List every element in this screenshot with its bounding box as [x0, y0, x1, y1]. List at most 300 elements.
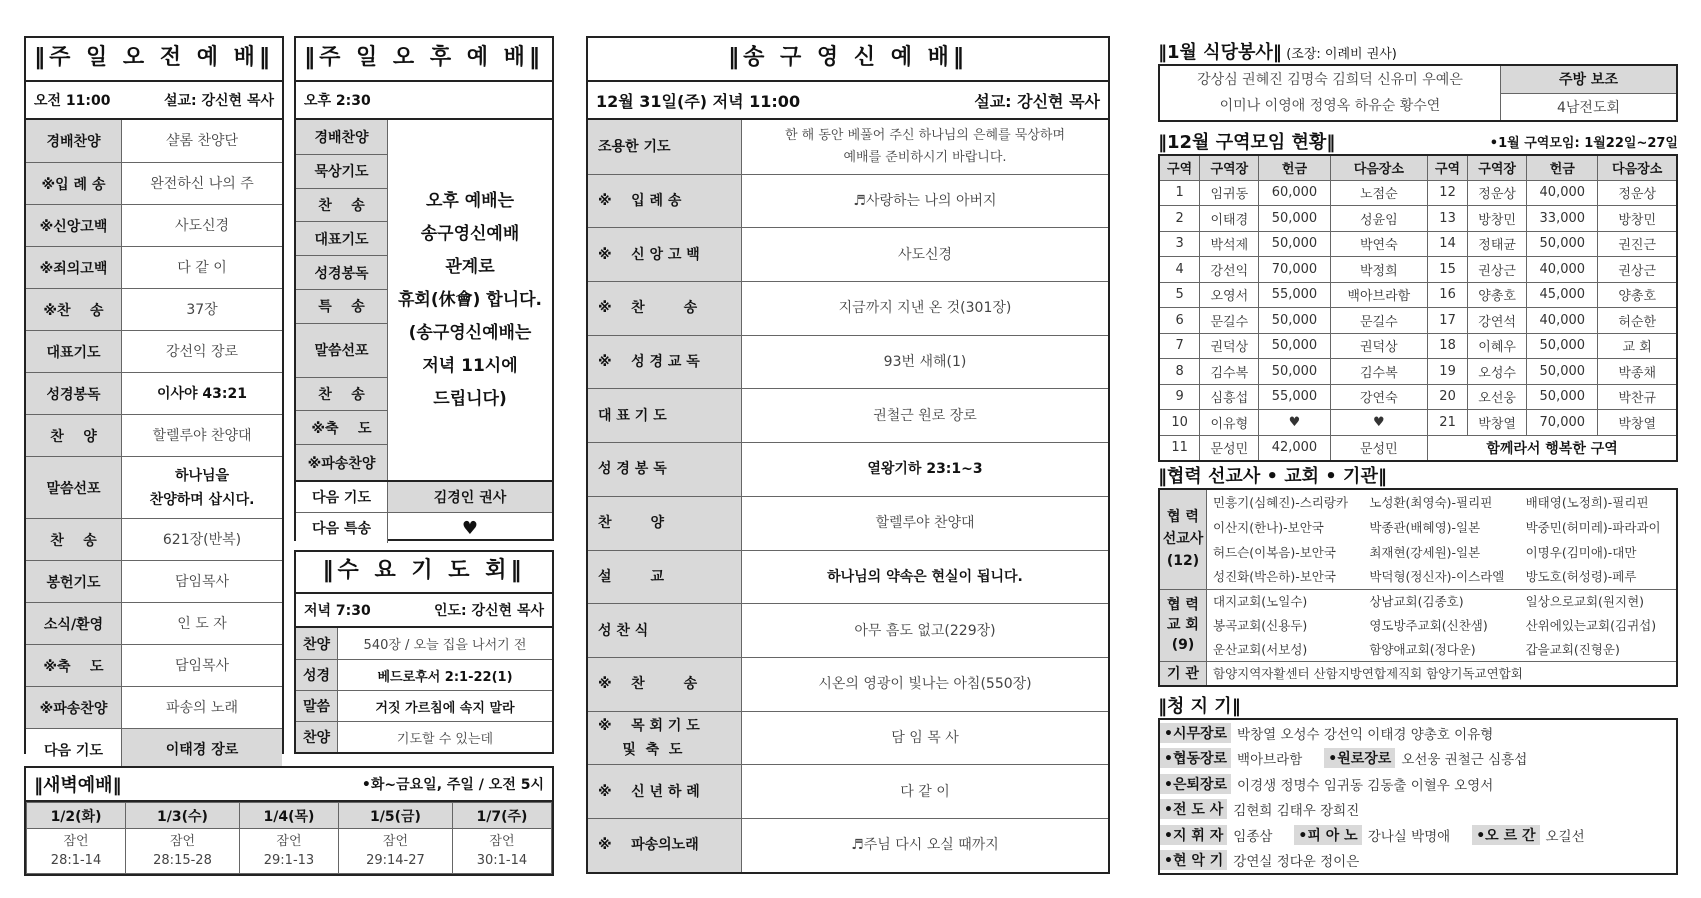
morning-order-row: [26, 288, 282, 330]
district-row: [1159, 410, 1677, 436]
morning-order-label: 말씀선포: [26, 457, 122, 518]
district-cell: 70,000: [1527, 410, 1598, 436]
wednesday-order-row: [296, 628, 552, 659]
newyear-order-label: ※ 성 경 교 독: [588, 336, 742, 389]
district-cell: ♥: [1259, 410, 1330, 436]
district-cell: 정운상: [1468, 180, 1527, 206]
wednesday-order-row: [296, 690, 552, 721]
district-cell: 3: [1159, 231, 1200, 257]
district-cell: 40,000: [1527, 257, 1598, 283]
morning-order-value: 이사야 43:21: [156, 385, 247, 402]
district-row: [1159, 180, 1677, 206]
wednesday-order-value: 540장 / 오늘 집을 나서기 전: [363, 638, 527, 653]
newyear-order-value: 하나님의 약속은 현실이 됩니다.: [827, 568, 1023, 585]
district-cell: 박석제: [1200, 231, 1259, 257]
officer-names: 오길선: [1545, 828, 1585, 845]
district-cell: 19: [1428, 359, 1468, 385]
newyear-order-row: [588, 603, 1108, 657]
morning-order-value: 37장: [186, 301, 218, 318]
officer-names: 오선웅 권철근 심흥섭: [1401, 752, 1528, 769]
officer-row: [1160, 720, 1676, 746]
district-cell: 문성민: [1330, 435, 1428, 461]
dawn-schedule: •화~금요일, 주일 / 오전 5시: [361, 777, 544, 793]
missionary-cell: 민흥기(심혜진)-스리랑카: [1213, 495, 1349, 510]
kitchen-names-line1: 강상심 권혜진 김명숙 김희덕 신유미 우예은: [1197, 72, 1463, 88]
church-row: [1159, 613, 1677, 637]
morning-order-label: 찬 양: [26, 415, 122, 456]
district-cell: 21: [1428, 410, 1468, 436]
dawn-book: 잠언: [169, 834, 196, 849]
district-cell: 박창열: [1468, 410, 1527, 436]
dawn-header: [26, 768, 552, 802]
newyear-order-label: 성 경 봉 독: [588, 443, 742, 496]
kitchen-aux-label: 주방 보조: [1501, 65, 1678, 93]
missions-table: [1158, 488, 1678, 687]
wednesday-time: 저녁 7:30: [304, 603, 371, 619]
district-cell: 성윤임: [1330, 206, 1428, 232]
officer-names: 강연실 정다운 정이은: [1233, 854, 1360, 871]
district-cell: 김수복: [1200, 359, 1259, 385]
newyear-datetime: 12월 31일(주) 저녁 11:00: [596, 91, 801, 111]
district-cell: 오성수: [1468, 359, 1527, 385]
afternoon-next-prayer-label: 다음 기도: [296, 482, 388, 512]
newyear-order-label: ※ 신 년 하 례: [588, 765, 742, 818]
district-cell: 권덕상: [1200, 333, 1259, 359]
wednesday-prayer-box: [294, 550, 554, 754]
wednesday-order-value: 거짓 가르침에 속지 말라: [375, 700, 515, 716]
district-cell: 오영서: [1200, 282, 1259, 308]
missionary-cell: 박중민(허미레)-파라과이: [1525, 519, 1661, 535]
dawn-days-row: [27, 803, 552, 829]
officers-section: [1158, 692, 1678, 875]
afternoon-service-title: ‖주 일 오 후 예 배‖: [296, 38, 552, 82]
morning-order-row: [26, 120, 282, 162]
district-table: [1158, 154, 1678, 462]
morning-order-row: [26, 728, 282, 770]
newyear-order-row: [588, 496, 1108, 550]
morning-order-row: [26, 414, 282, 456]
newyear-order-label: ※ 파송의노래: [588, 819, 742, 872]
officer-role: •전 도 사: [1160, 799, 1227, 819]
morning-order-label: 봉헌기도: [26, 561, 122, 602]
morning-order-value: 강선익 장로: [165, 343, 239, 360]
missionary-cell: 박덕형(정신자)-이스라엘: [1369, 569, 1505, 585]
district-column-header: 헌금: [1527, 155, 1598, 180]
newyear-order-row: [588, 388, 1108, 442]
district-footer: 함께라서 행복한 구역: [1428, 435, 1677, 461]
wednesday-order-value: 베드로후서 2:1-22(1): [377, 669, 513, 685]
afternoon-order-label: 찬 송: [296, 188, 387, 222]
district-cell: 권진근: [1598, 231, 1677, 257]
afternoon-order-label: 대표기도: [296, 221, 387, 255]
morning-order-label: 다음 기도: [26, 729, 122, 770]
district-cell: 강선익: [1200, 257, 1259, 283]
org-row: [1159, 661, 1677, 686]
officer-row: [1160, 746, 1676, 772]
district-cell: 박연숙: [1330, 231, 1428, 257]
officer-role: •시무장로: [1160, 723, 1231, 743]
afternoon-order-label: 찬 송: [296, 377, 387, 411]
dawn-day: 1/5(금): [339, 803, 453, 829]
afternoon-next-prayer-row: [296, 482, 552, 512]
district-row: [1159, 333, 1677, 359]
morning-order-row: [26, 602, 282, 644]
district-cell: 임귀동: [1200, 180, 1259, 206]
district-cell: 1: [1159, 180, 1200, 206]
district-cell: 10: [1159, 410, 1200, 436]
district-cell: 교 회: [1598, 333, 1677, 359]
district-column-header: 구역장: [1200, 155, 1259, 180]
district-cell: ♥: [1330, 410, 1428, 436]
missionary-cell: 최재현(강세원)-일본: [1369, 544, 1481, 560]
newyear-order-label: ※ 목 회 기 도 및 축 도: [588, 712, 742, 765]
morning-order-value: 다 같 이: [177, 259, 227, 276]
district-cell: 권상근: [1468, 257, 1527, 283]
district-row: [1159, 384, 1677, 410]
morning-order-value: 파송의 노래: [165, 699, 239, 716]
district-cell: 방창민: [1468, 206, 1527, 232]
district-cell: 8: [1159, 359, 1200, 385]
district-cell: 강연석: [1468, 308, 1527, 334]
newyear-order-label: 찬 양: [588, 497, 742, 550]
dawn-verse: 29:1-13: [263, 853, 315, 868]
district-cell: 정태균: [1468, 231, 1527, 257]
church-cell: 갑을교회(진형운): [1525, 641, 1620, 657]
afternoon-next-special: ♥: [461, 517, 479, 539]
district-title: ‖12월 구역모임 현황‖: [1158, 132, 1336, 153]
newyear-order-row: [588, 174, 1108, 228]
district-row: [1159, 206, 1677, 232]
morning-order-label: ※입 례 송: [26, 163, 122, 204]
newyear-order-value: 시온의 영광이 빛나는 아침(550장): [818, 676, 1032, 693]
district-cell: 방창민: [1598, 206, 1677, 232]
morning-order-value: 사도신경: [174, 217, 230, 234]
district-cell: 심흥섭: [1200, 384, 1259, 410]
district-cell: 50,000: [1527, 359, 1598, 385]
missionary-cell: 노성환(최영숙)-필리핀: [1369, 495, 1493, 510]
wednesday-order-label: 찬양: [296, 628, 338, 659]
dawn-reading: [239, 829, 338, 874]
missions-section: [1158, 462, 1678, 687]
wednesday-order-label: 말씀: [296, 691, 338, 721]
newyear-order-value: 아무 흠도 없고(229장): [854, 622, 996, 639]
missionary-row: [1159, 489, 1677, 514]
kitchen-section: [1158, 38, 1678, 122]
newyear-order-label: 설 교: [588, 551, 742, 604]
missionary-cell: 방도호(허성령)-페루: [1525, 569, 1637, 585]
district-cell: 50,000: [1259, 333, 1330, 359]
afternoon-order-label: 성경봉독: [296, 255, 387, 289]
newyear-order-label: ※ 신 앙 고 백: [588, 228, 742, 281]
district-cell: 33,000: [1527, 206, 1598, 232]
officer-role: •오 르 간: [1472, 825, 1539, 845]
newyear-order-value: 사도신경: [897, 246, 953, 263]
district-cell: 권상근: [1598, 257, 1677, 283]
district-column-header: 다음장소: [1598, 155, 1677, 180]
officer-names: 김현희 김태우 장희진: [1233, 803, 1360, 820]
kitchen-title: ‖1월 식당봉사‖: [1158, 42, 1282, 63]
dawn-reading: [126, 829, 240, 874]
afternoon-order-label: ※파송찬양: [296, 444, 387, 480]
district-cell: 40,000: [1527, 180, 1598, 206]
morning-order-label: 소식/환영: [26, 603, 122, 644]
morning-order-list: [26, 120, 282, 770]
newyear-order-row: [588, 764, 1108, 818]
morning-order-value: 하나님을 찬양하며 삽시다.: [149, 467, 255, 508]
district-header: [1158, 128, 1678, 154]
church-row: [1159, 589, 1677, 613]
morning-order-value: 할렐루야 찬양대: [152, 427, 252, 444]
dawn-reading: [27, 829, 126, 874]
wednesday-meta: [296, 594, 552, 628]
afternoon-next-prayer: 김경인 권사: [388, 482, 552, 512]
newyear-order-value: 한 해 동안 베풀어 주신 하나님의 은혜를 묵상하며 예배를 준비하시기 바랍니다.: [784, 127, 1066, 165]
district-cell: 이유형: [1200, 410, 1259, 436]
church-cell: 영도방주교회(신찬샘): [1369, 618, 1488, 633]
officer-names: 강나실 박명애: [1367, 828, 1451, 845]
newyear-meta: [588, 82, 1108, 120]
morning-order-value: 인 도 자: [177, 615, 227, 632]
dawn-day: 1/4(목): [239, 803, 338, 829]
dawn-service-box: [24, 766, 554, 876]
district-column-header: 구역: [1428, 155, 1468, 180]
district-cell: 50,000: [1527, 384, 1598, 410]
newyear-order-value: ♬사랑하는 나의 아버지: [853, 193, 997, 210]
officers-title: ‖청 지 기‖: [1158, 696, 1241, 717]
district-cell: 4: [1159, 257, 1200, 283]
officer-names: 백아브라함: [1237, 752, 1303, 769]
dawn-day: 1/2(화): [27, 803, 126, 829]
district-cell: 문길수: [1330, 308, 1428, 334]
dawn-reading: [339, 829, 453, 874]
morning-order-value: 담임목사: [174, 573, 230, 590]
newyear-order-row: [588, 227, 1108, 281]
district-cell: 권덕상: [1330, 333, 1428, 359]
officer-role: •피 아 노: [1294, 825, 1361, 845]
officer-names: 임종삼: [1233, 828, 1273, 845]
district-cell: 14: [1428, 231, 1468, 257]
district-row: [1159, 308, 1677, 334]
newyear-order-value: 열왕기하 23:1~3: [867, 461, 983, 478]
wednesday-order-label: 찬양: [296, 722, 338, 752]
officer-row: [1160, 797, 1676, 823]
morning-order-row: [26, 372, 282, 414]
afternoon-time: 오후 2:30: [304, 93, 371, 109]
newyear-order-row: [588, 335, 1108, 389]
district-cell: 이태경: [1200, 206, 1259, 232]
morning-order-label: 찬 송: [26, 519, 122, 560]
dawn-book: 잠언: [63, 834, 89, 849]
district-cell: 박종채: [1598, 359, 1677, 385]
morning-service-title: ‖주 일 오 전 예 배‖: [26, 38, 282, 82]
officer-role: •은퇴장로: [1160, 774, 1231, 794]
district-row: [1159, 231, 1677, 257]
morning-order-label: 경배찬양: [26, 120, 122, 162]
district-cell: 20: [1428, 384, 1468, 410]
morning-order-row: [26, 644, 282, 686]
afternoon-notice: 오후 예배는 송구영신예배 관계로 휴회(休會) 합니다. (송구영신예배는 저녁 11시에 드립니다): [397, 190, 543, 409]
morning-order-row: [26, 204, 282, 246]
officer-role: •지 휘 자: [1160, 825, 1227, 845]
newyear-order-label: ※ 찬 송: [588, 282, 742, 335]
dawn-title: ‖새벽예배‖: [34, 775, 122, 796]
district-cell: 허순한: [1598, 308, 1677, 334]
church-cell: 산위에있는교회(김귀섭): [1525, 618, 1657, 633]
morning-order-label: 성경봉독: [26, 373, 122, 414]
wednesday-title: ‖수 요 기 도 회‖: [296, 552, 552, 594]
district-cell: 17: [1428, 308, 1468, 334]
district-column-header: 구역장: [1468, 155, 1527, 180]
newyear-order-row: [588, 120, 1108, 174]
morning-order-value: 이태경 장로: [122, 729, 282, 770]
district-cell: 노점순: [1330, 180, 1428, 206]
newyear-order-label: ※ 찬 송: [588, 658, 742, 711]
morning-order-value: 621장(반복): [162, 531, 242, 548]
district-cell: 40,000: [1527, 308, 1598, 334]
morning-order-label: ※축 도: [26, 645, 122, 686]
district-cell: 양총호: [1598, 282, 1677, 308]
district-cell: 13: [1428, 206, 1468, 232]
officer-names: 박창열 오성수 강선익 이태경 양총호 이유형: [1237, 726, 1494, 743]
dawn-verses-row: [27, 829, 552, 874]
missionary-row: [1159, 564, 1677, 589]
church-cell: 함양애교회(정다운): [1369, 641, 1476, 657]
morning-order-row: [26, 330, 282, 372]
district-cell: 김수복: [1330, 359, 1428, 385]
church-cell: 봉곡교회(신용두): [1213, 618, 1308, 633]
district-row: [1159, 282, 1677, 308]
missionary-cell: 이산지(한나)-보안국: [1213, 519, 1324, 535]
district-cell: 50,000: [1259, 359, 1330, 385]
dawn-book: 잠언: [276, 834, 302, 849]
afternoon-order-label: 경배찬양: [296, 120, 387, 154]
morning-order-label: ※죄의고백: [26, 247, 122, 288]
morning-order-value: 담임목사: [174, 657, 230, 674]
afternoon-next-special-label: 다음 특송: [296, 513, 388, 543]
church-cell: 운산교회(서보성): [1213, 641, 1308, 657]
dawn-verse: 30:1-14: [476, 853, 528, 868]
wednesday-order-row: [296, 659, 552, 690]
missions-title: ‖협력 선교사 • 교회 • 기관‖: [1158, 466, 1387, 487]
district-row: [1159, 257, 1677, 283]
district-cell: 오선웅: [1468, 384, 1527, 410]
afternoon-order-label: ※축 도: [296, 410, 387, 444]
newyear-order-row: [588, 818, 1108, 872]
newyear-order-row: [588, 711, 1108, 765]
missionary-cell: 이명우(김미애)-대만: [1525, 544, 1637, 560]
district-cell: 15: [1428, 257, 1468, 283]
missionary-row: [1159, 539, 1677, 564]
district-column-header: 구역: [1159, 155, 1200, 180]
district-cell: 50,000: [1259, 206, 1330, 232]
district-cell: 강연숙: [1330, 384, 1428, 410]
church-row: [1159, 637, 1677, 661]
district-cell: 50,000: [1259, 308, 1330, 334]
newyear-order-label: 대 표 기 도: [588, 389, 742, 442]
missionary-cell: 허드슨(이복음)-보안국: [1213, 544, 1336, 560]
newyear-order-value: 할렐루야 찬양대: [875, 515, 975, 532]
dawn-book: 잠언: [382, 834, 409, 849]
officer-role: •원로장로: [1324, 748, 1395, 768]
morning-service-meta: [26, 82, 282, 120]
district-cell: 7: [1159, 333, 1200, 359]
newyear-order-row: [588, 550, 1108, 604]
district-column-header: 헌금: [1259, 155, 1330, 180]
wednesday-order-value: 기도할 수 있는데: [396, 731, 494, 747]
dawn-verse: 29:14-27: [366, 853, 425, 868]
kitchen-aux-value: 4남전도회: [1501, 93, 1678, 121]
district-cell: 11: [1159, 435, 1200, 461]
dawn-schedule-table: [26, 802, 552, 874]
morning-order-value: 완전하신 나의 주: [150, 175, 254, 192]
dawn-book: 잠언: [489, 834, 515, 849]
kitchen-leader: (조장: 이례비 권사): [1286, 47, 1397, 62]
missionary-label: 협 력 선교사 (12): [1159, 489, 1207, 589]
district-cell: 50,000: [1527, 333, 1598, 359]
morning-order-label: ※신앙고백: [26, 205, 122, 246]
morning-time: 오전 11:00: [34, 93, 111, 109]
district-cell: 12: [1428, 180, 1468, 206]
afternoon-order-label: 특 송: [296, 289, 387, 323]
wednesday-order-label: 성경: [296, 660, 338, 690]
district-cell: 정운상: [1598, 180, 1677, 206]
district-cell: 50,000: [1259, 231, 1330, 257]
district-cell: 42,000: [1259, 435, 1330, 461]
officer-names: 이경생 정명수 임귀동 김동출 이혈우 오영서: [1237, 777, 1494, 794]
district-cell: 9: [1159, 384, 1200, 410]
kitchen-header: [1158, 38, 1678, 64]
district-cell: 55,000: [1259, 282, 1330, 308]
officer-role: •현 악 기: [1160, 850, 1227, 870]
officer-row: [1160, 822, 1676, 848]
newyear-order-value: 담 임 목 사: [891, 729, 959, 746]
org-label: 기 관: [1159, 661, 1207, 686]
morning-order-row: [26, 162, 282, 204]
district-cell: 박찬규: [1598, 384, 1677, 410]
missionary-cell: 성진화(박은하)-보안국: [1213, 569, 1336, 585]
district-cell: 70,000: [1259, 257, 1330, 283]
newyear-order-label: 조용한 기도: [588, 120, 742, 174]
morning-order-row: [26, 246, 282, 288]
wednesday-order-row: [296, 721, 552, 752]
newyear-title: ‖송 구 영 신 예 배‖: [588, 38, 1108, 82]
newyear-order-value: 93번 새해(1): [883, 354, 967, 371]
newyear-order-value: 지금까지 지낸 온 것(301장): [838, 300, 1012, 317]
missionary-cell: 박종관(배혜영)-일본: [1369, 519, 1481, 535]
church-cell: 일상으로교회(원지현): [1525, 594, 1645, 610]
district-cell: 50,000: [1527, 231, 1598, 257]
officers-list: [1158, 718, 1678, 875]
district-header-row: [1159, 155, 1677, 180]
morning-order-label: ※파송찬양: [26, 687, 122, 728]
dawn-day: 1/3(수): [126, 803, 240, 829]
district-row: [1159, 359, 1677, 385]
morning-order-row: [26, 518, 282, 560]
newyear-order-row: [588, 657, 1108, 711]
newyear-order-list: [588, 120, 1108, 872]
newyear-order-value: 다 같 이: [900, 783, 950, 800]
kitchen-names-line2: 이미나 이영애 정영옥 하유순 황수연: [1219, 98, 1441, 114]
newyear-order-value: 권철근 원로 장로: [873, 407, 977, 424]
morning-order-row: [26, 456, 282, 518]
district-row: [1159, 435, 1677, 461]
afternoon-order-label: 묵상기도: [296, 154, 387, 188]
church-label: 협 력 교 회 (9): [1159, 589, 1207, 661]
dawn-verse: 28:15-28: [153, 853, 212, 868]
district-cell: 문성민: [1200, 435, 1259, 461]
district-cell: 18: [1428, 333, 1468, 359]
morning-order-label: ※찬 송: [26, 289, 122, 330]
